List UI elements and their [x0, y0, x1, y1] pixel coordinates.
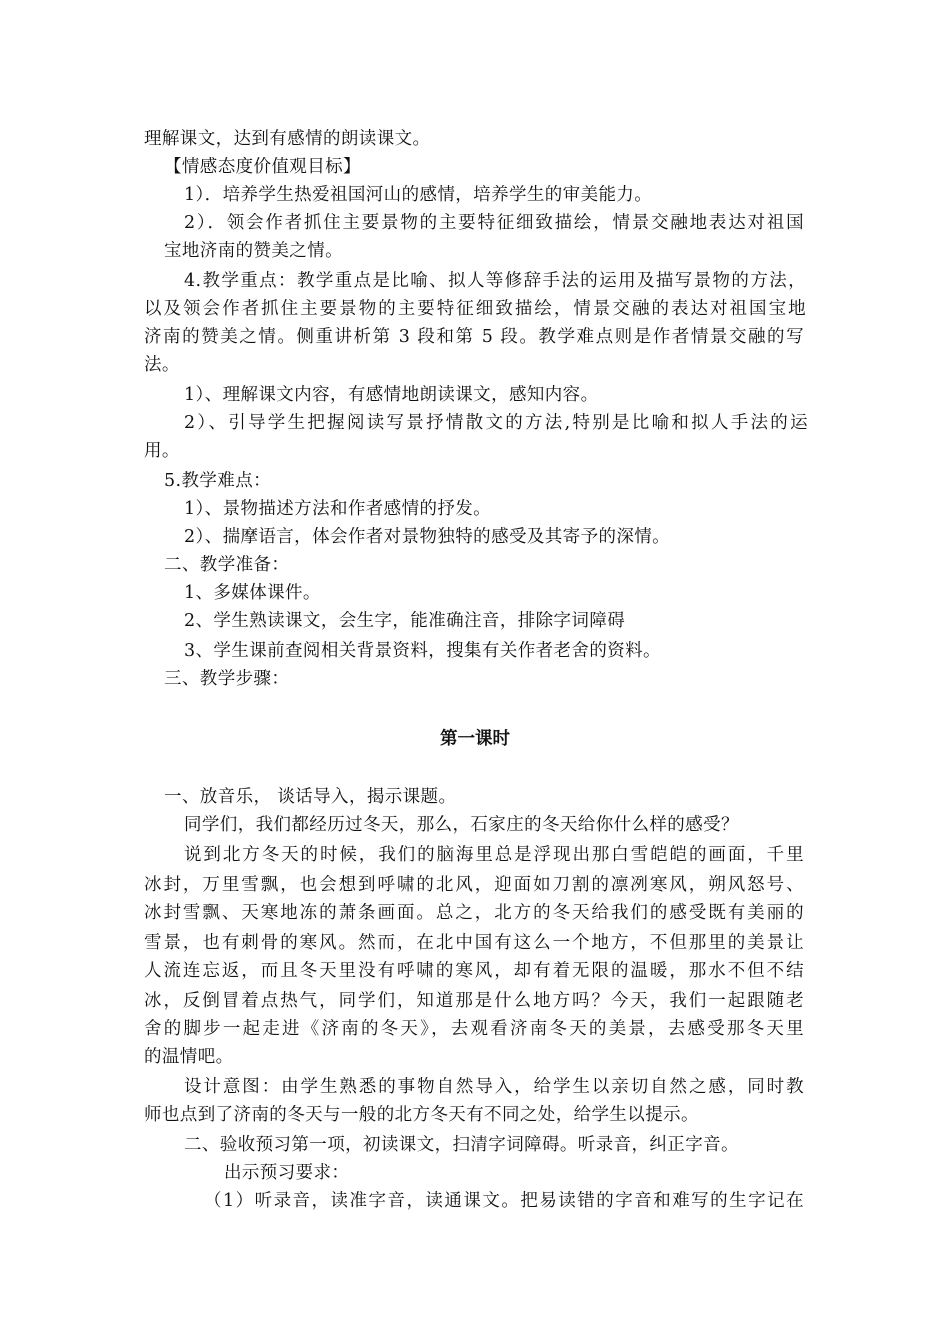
text-line: 雪景，也有刺骨的寒风。然而，在北中国有这么一个地方，不但那里的美景让: [144, 933, 804, 953]
text-line: 一、放音乐， 谈话导入，揭示课题。: [164, 787, 457, 807]
text-line: 1）、理解课文内容，有感情地朗读课文，感知内容。: [184, 385, 599, 405]
text-line: 设计意图：由学生熟悉的事物自然导入，给学生以亲切自然之感，同时教: [184, 1077, 804, 1097]
text-line: 舍的脚步一起走进《济南的冬天》，去观看济南冬天的美景，去感受那冬天里: [144, 1019, 804, 1039]
text-line: 理解课文，达到有感情的朗读课文。: [144, 129, 431, 149]
text-line: 二、验收预习第一项，初读课文，扫清字词障碍。听录音，纠正字音。: [184, 1135, 739, 1155]
section-heading: 二、教学准备：: [164, 555, 290, 575]
text-line: 说到北方冬天的时候，我们的脑海里总是浮现出那白雪皑皑的画面，千里: [184, 845, 804, 865]
section-heading: 三、教学步骤：: [164, 669, 290, 689]
text-line: 1）．培养学生热爱祖国河山的感情，培养学生的审美能力。: [184, 185, 653, 205]
section-title: 第一课时: [440, 729, 510, 749]
text-line: 2）．领会作者抓住主要景物的主要特征细致描绘，情景交融地表达对祖国: [184, 213, 804, 233]
text-line: 法。: [144, 355, 180, 375]
text-line: 2、学生熟读课文，会生字，能准确注音，排除字词障碍: [184, 611, 626, 631]
section-label: 【情感态度价值观目标】: [164, 157, 361, 177]
text-line: 师也点到了济南的冬天与一般的北方冬天有不同之处，给学生以提示。: [144, 1105, 699, 1125]
text-line: 的温情吧。: [144, 1047, 234, 1067]
text-line: 冰，反倒冒着点热气，同学们，知道那是什么地方吗？今天，我们一起跟随老: [144, 991, 804, 1011]
text-line: 1）、景物描述方法和作者感情的抒发。: [184, 499, 492, 519]
text-line: （1）听录音，读准字音，读通课文。把易读错的字音和难写的生字记在: [204, 1191, 804, 1211]
text-line: 1、多媒体课件。: [184, 583, 321, 603]
text-line: 济南的赞美之情。侧重讲析第 3 段和第 5 段。教学难点则是作者情景交融的写: [144, 327, 804, 347]
text-line: 宝地济南的赞美之情。: [164, 241, 343, 261]
text-line: 以及领会作者抓住主要景物的主要特征细致描绘，情景交融的表达对祖国宝地: [144, 299, 806, 319]
text-line: 同学们，我们都经历过冬天，那么，石家庄的冬天给你什么样的感受？: [184, 815, 739, 835]
text-line: 5.教学难点：: [164, 471, 271, 491]
text-line: 4.教学重点：教学重点是比喻、拟人等修辞手法的运用及描写景物的方法，: [184, 271, 806, 291]
text-line: 人流连忘返，而且冬天里没有呼啸的寒风，却有着无限的温暖，那水不但不结: [144, 961, 804, 981]
text-line: 冰封，万里雪飘，也会想到呼啸的北风，迎面如刀割的凛冽寒风，朔风怒号、: [144, 875, 804, 895]
text-line: 2）、揣摩语言，体会作者对景物独特的感受及其寄予的深情。: [184, 527, 671, 547]
text-line: 2）、引导学生把握阅读写景抒情散文的方法,特别是比喻和拟人手法的运: [184, 413, 808, 433]
text-line: 3、学生课前查阅相关背景资料，搜集有关作者老舍的资料。: [184, 641, 661, 661]
text-line: 出示预习要求：: [224, 1163, 350, 1183]
text-line: 冰封雪飘、天寒地冻的萧条画面。总之，北方的冬天给我们的感受既有美丽的: [144, 903, 804, 923]
text-line: 用。: [144, 441, 180, 461]
